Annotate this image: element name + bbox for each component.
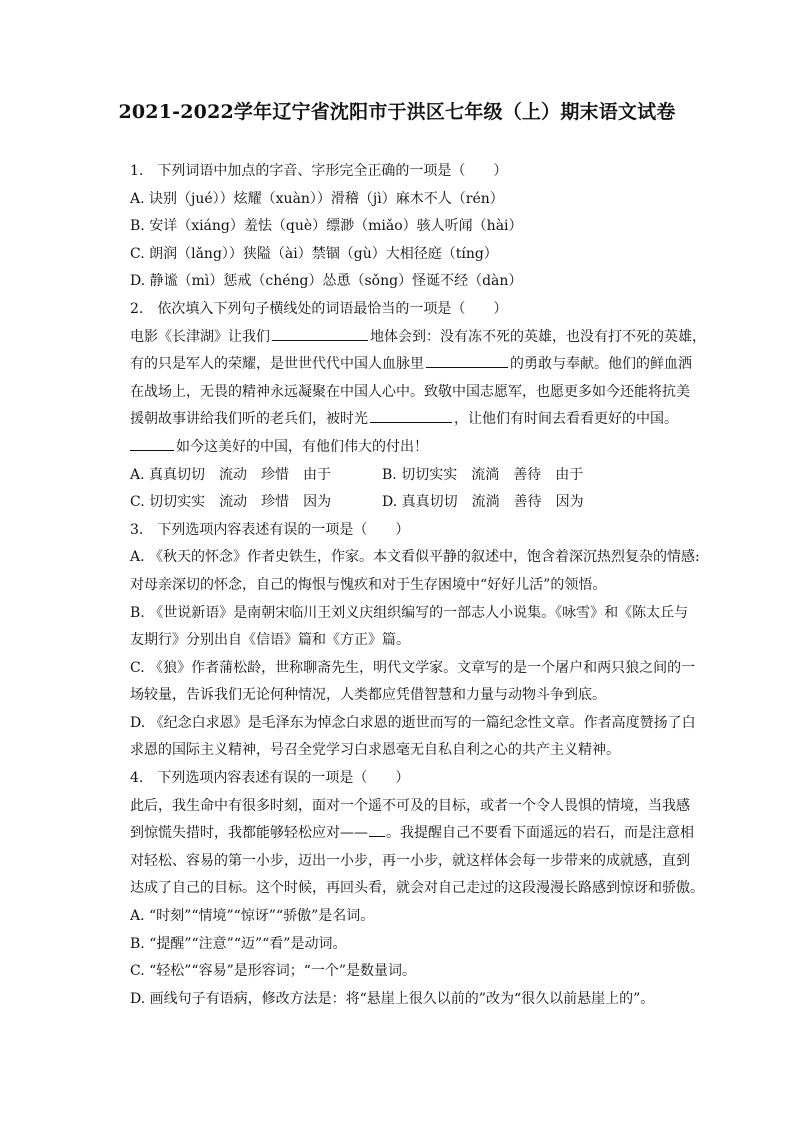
q2-option-a: A. 真真切切 流动 珍惜 由于 [130,466,332,483]
q2-passage-line [130,351,696,379]
q2-option-d: D. 真真切切 流淌 善待 因为 [382,494,584,511]
q3-line: C. 《狼》作者蒲松龄，世称聊斋先生，明代文学家。文章写的是一个屠户和两只狼之间的一 [130,659,696,676]
exam-title: 2021-2022学年辽宁省沈阳市于洪区七年级（上）期末语文试卷 [118,101,676,123]
fill-blank [369,822,385,837]
q2-option-c: C. 切切实实 流动 珍惜 因为 [130,494,332,511]
q2-passage-line [130,434,696,462]
q1-option-c: C. 朗润（lǎng））狭隘（ài）禁锢（gù）大相径庭（tíng） [130,245,498,262]
q3-stem: 3. 下列选项内容表述有误的一项是（ ） [130,521,410,538]
q4-line [130,820,696,848]
q4-line: 此后，我生命中有很多时刻，面对一个遥不可及的目标，或者一个令人畏惧的情境，当我感 [130,797,690,814]
q2-options-row [130,462,696,490]
q4-line: 对轻松、容易的第一小步，迈出一小步，再一小步，就这样体会每一步带来的成就感，直到 [130,852,690,869]
q4-text: 到惊慌失措时，我都能够轻松应对—— [130,825,368,842]
q4-line: 达成了自己的目标。这个时候，再回头看，就会对自己走过的这段漫漫长路感到惊讶和骄傲。 [130,880,704,897]
q3-line: 场较量，告诉我们无论何种情况，人类都应凭借智慧和力量与动物斗争到底。 [130,687,606,704]
q2-passage-line [130,324,706,352]
q4-option-c: C. “轻松”“容易”是形容词；“一个”是数量词。 [130,963,417,980]
q2-text: 援朝故事讲给我们听的老兵们，被时光 [130,411,368,428]
q1-stem: 1. 下列词语中加点的字音、字形完全正确的一项是（ ） [130,163,508,179]
q4-option-b: B. “提醒”“注意”“迈”“看”是动词。 [130,935,347,952]
q4-stem: 4. 下列选项内容表述有误的一项是（ ） [130,770,410,787]
fill-blank [426,353,508,368]
q4-option-d: D. 画线句子有语病，修改方法是：将“悬崖上很久以前的”改为“很久以前悬崖上的”。 [130,990,655,1007]
fill-blank [130,436,174,451]
fill-blank [370,408,452,423]
q2-passage-line: 在战场上，无畏的精神永远凝聚在中国人心中。致敬中国志愿军，也愿更多如今还能将抗美 [130,383,690,400]
q4-text: 。我提醒自己不要看下面遥远的岩石，而是注意相 [386,825,694,842]
q3-line: A. 《秋天的怀念》作者史铁生，作家。本文看似平静的叙述中，饱含着深沉热烈复杂的情感: [130,549,700,566]
q2-text: 地体会到：没有冻不死的英雄，也没有打不死的英雄， [370,328,706,345]
q2-text: 的勇敢与奉献。他们的鲜血洒 [510,356,692,373]
q2-passage-line [130,406,696,434]
q2-stem: 2. 依次填入下列句子横线处的词语最恰当的一项是（ ） [130,300,508,317]
q3-line: D. 《纪念白求恩》是毛泽东为悼念白求恩的逝世而写的一篇纪念性文章。作者高度赞扬了白 [130,714,696,731]
q2-text: 如今这美好的中国，有他们伟大的付出！ [176,438,428,455]
q1-option-a: A. 诀别（jué））炫耀（xuàn））滑稽（jì）麻木不人（rén） [130,190,504,207]
q2-option-b: B. 切切实实 流淌 善待 由于 [382,466,584,483]
q3-line: 对母亲深切的怀念，自己的悔恨与愧疚和对于生存困境中“好好儿活”的领悟。 [130,576,607,593]
exam-content [130,158,706,1013]
q3-line: 友期行》分别出自《信语》篇和《方正》篇。 [130,632,410,649]
q3-line: 求恩的国际主义精神，号召全党学习白求恩毫无自私自利之心的共产主义精神。 [130,742,620,759]
q4-option-a: A. “时刻”“情境”“惊讶”“骄傲”是名词。 [130,908,375,925]
q3-line: B. 《世说新语》是南朝宋临川王刘义庆组织编写的一部志人小说集。《咏雪》和《陈太丘与 [130,604,689,621]
q2-text: 有的只是军人的荣耀，是世世代代中国人血脉里 [130,356,424,373]
q2-options-row [130,489,696,517]
q1-option-d: D. 静谧（mì）惩戒（chéng）怂恿（sǒng）怪诞不经（dàn） [130,273,523,290]
q2-text: ，让他们有时间去看看更好的中国。 [454,411,678,428]
q2-text: 电影《长津湖》让我们 [130,328,270,345]
fill-blank [272,326,368,341]
q1-option-b: B. 安详（xiáng）羞怯（què）缥渺（miǎo）骇人听闻（hài） [130,218,523,235]
